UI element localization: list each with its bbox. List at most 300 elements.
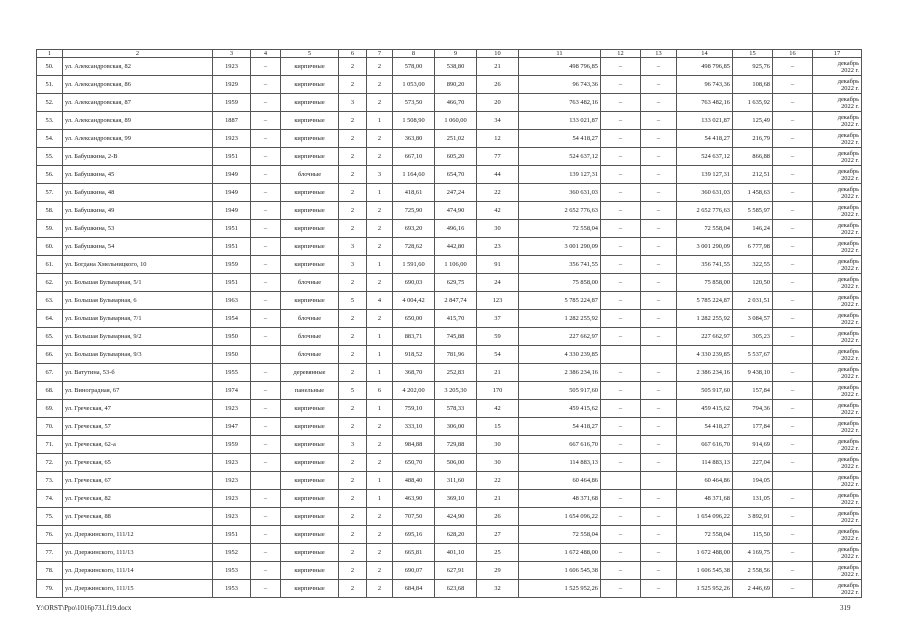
table-cell: 1953	[213, 580, 251, 598]
table-cell: –	[251, 544, 281, 562]
table-cell: –	[641, 454, 677, 472]
table-cell: –	[641, 508, 677, 526]
address-cell: ул. Александровская, 86	[63, 76, 213, 94]
table-cell: 50.	[37, 58, 63, 76]
table-cell: 2	[367, 220, 393, 238]
deadline-month: декабрь	[837, 239, 859, 247]
table-cell: 2	[339, 418, 367, 436]
table-cell: 3 205,30	[435, 382, 477, 400]
table-cell: 6	[367, 382, 393, 400]
table-cell: 2	[339, 346, 367, 364]
address-cell: ул. Ватутина, 53-б	[63, 364, 213, 382]
column-number-cell: 7	[367, 50, 393, 58]
housing-register-table	[36, 49, 862, 598]
table-cell: кирпичные	[281, 580, 339, 598]
table-cell: –	[773, 220, 813, 238]
table-cell: 21	[477, 490, 519, 508]
table-cell: 306,00	[435, 418, 477, 436]
table-cell: 1	[367, 184, 393, 202]
table-cell: 466,70	[435, 94, 477, 112]
table-cell: 690,03	[393, 274, 435, 292]
deadline-year: 2022 г.	[841, 156, 859, 164]
column-number-cell: 1	[37, 50, 63, 58]
table-cell: –	[773, 184, 813, 202]
table-cell: 2	[339, 220, 367, 238]
table-cell: –	[251, 436, 281, 454]
deadline-year: 2022 г.	[841, 498, 859, 506]
table-cell: –	[773, 562, 813, 580]
table-cell: 4 004,42	[393, 292, 435, 310]
table-cell: 2	[339, 58, 367, 76]
table-cell: 2	[339, 472, 367, 490]
table-cell: 21	[477, 58, 519, 76]
deadline-month: декабрь	[837, 455, 859, 463]
deadline-cell	[813, 94, 862, 112]
deadline-year: 2022 г.	[841, 210, 859, 218]
deadline-cell	[813, 220, 862, 238]
deadline-month: декабрь	[837, 221, 859, 229]
table-cell: 605,20	[435, 148, 477, 166]
table-cell: 1	[367, 328, 393, 346]
table-cell: 1923	[213, 58, 251, 76]
deadline-month: декабрь	[837, 401, 859, 409]
table-cell: 1	[367, 400, 393, 418]
table-row	[37, 292, 862, 310]
table-cell: 59	[477, 328, 519, 346]
table-cell: 54 418,27	[677, 418, 733, 436]
table-cell: 76.	[37, 526, 63, 544]
table-cell: 918,52	[393, 346, 435, 364]
table-cell: –	[773, 130, 813, 148]
deadline-month: декабрь	[837, 383, 859, 391]
table-cell: 2	[367, 562, 393, 580]
table-cell: –	[601, 544, 641, 562]
table-cell: 63.	[37, 292, 63, 310]
address-cell: ул. Большая Бульварная, 7/1	[63, 310, 213, 328]
deadline-cell	[813, 382, 862, 400]
table-row	[37, 436, 862, 454]
table-cell: 1949	[213, 184, 251, 202]
table-cell: 5 585,97	[733, 202, 773, 220]
table-cell: 22	[477, 184, 519, 202]
table-cell: 21	[477, 364, 519, 382]
table-cell: 15	[477, 418, 519, 436]
table-cell: 498 796,85	[519, 58, 601, 76]
table-cell: кирпичные	[281, 454, 339, 472]
table-cell: 2	[339, 490, 367, 508]
table-cell: 1 606 545,38	[677, 562, 733, 580]
table-cell: –	[601, 382, 641, 400]
table-cell: –	[601, 94, 641, 112]
table-cell: 4 169,75	[733, 544, 773, 562]
table-cell: 506,00	[435, 454, 477, 472]
deadline-cell	[813, 544, 862, 562]
table-cell: –	[641, 274, 677, 292]
deadline-year: 2022 г.	[841, 138, 859, 146]
deadline-month: декабрь	[837, 437, 859, 445]
deadline-month: декабрь	[837, 419, 859, 427]
deadline-cell	[813, 346, 862, 364]
table-cell: –	[601, 112, 641, 130]
column-number-cell: 11	[519, 50, 601, 58]
table-cell: –	[641, 328, 677, 346]
table-cell: 693,20	[393, 220, 435, 238]
address-cell: ул. Бабушкина, 48	[63, 184, 213, 202]
table-cell: 2	[339, 328, 367, 346]
table-cell: 1951	[213, 220, 251, 238]
table-cell: 26	[477, 508, 519, 526]
table-cell: –	[251, 490, 281, 508]
table-cell: 133 021,87	[519, 112, 601, 130]
table-cell: 3	[339, 256, 367, 274]
table-cell: 3 084,57	[733, 310, 773, 328]
table-cell: 1923	[213, 508, 251, 526]
table-cell: 538,80	[435, 58, 477, 76]
table-cell: 3 001 290,09	[519, 238, 601, 256]
table-cell: –	[251, 130, 281, 148]
table-cell: 725,90	[393, 202, 435, 220]
table-row	[37, 454, 862, 472]
table-cell: 629,75	[435, 274, 477, 292]
table-cell: –	[641, 544, 677, 562]
table-cell: –	[601, 58, 641, 76]
address-cell: ул. Греческая, 47	[63, 400, 213, 418]
table-cell: 2	[367, 58, 393, 76]
table-cell: панельные	[281, 382, 339, 400]
deadline-cell	[813, 454, 862, 472]
deadline-cell	[813, 76, 862, 94]
table-cell: кирпичные	[281, 544, 339, 562]
table-cell: 2	[339, 274, 367, 292]
table-cell: 108,68	[733, 76, 773, 94]
table-cell: 114 883,13	[519, 454, 601, 472]
address-cell: ул. Александровская, 99	[63, 130, 213, 148]
table-cell: 1951	[213, 526, 251, 544]
table-cell: кирпичные	[281, 112, 339, 130]
table-cell: –	[601, 400, 641, 418]
table-cell: 2	[367, 76, 393, 94]
table-cell: 2	[339, 562, 367, 580]
table-cell: –	[773, 328, 813, 346]
table-cell: 54	[477, 346, 519, 364]
table-cell: 227,04	[733, 454, 773, 472]
table-cell: –	[773, 310, 813, 328]
table-cell: 2	[339, 184, 367, 202]
table-cell: –	[601, 562, 641, 580]
table-cell: 146,24	[733, 220, 773, 238]
table-cell: 369,10	[435, 490, 477, 508]
table-cell: –	[251, 202, 281, 220]
table-cell: 2	[367, 454, 393, 472]
table-cell: 54 418,27	[519, 130, 601, 148]
table-row	[37, 238, 862, 256]
table-cell: 2	[339, 508, 367, 526]
table-row	[37, 184, 862, 202]
table-cell: 2	[367, 238, 393, 256]
deadline-year: 2022 г.	[841, 318, 859, 326]
table-cell	[641, 346, 677, 364]
address-cell: ул. Бабушкина, 54	[63, 238, 213, 256]
table-cell: 2 386 234,16	[677, 364, 733, 382]
table-cell: 1	[367, 490, 393, 508]
table-row	[37, 346, 862, 364]
table-cell: 1923	[213, 490, 251, 508]
deadline-year: 2022 г.	[841, 408, 859, 416]
table-cell: блочные	[281, 166, 339, 184]
table-cell: 44	[477, 166, 519, 184]
table-cell: 2	[339, 526, 367, 544]
table-cell: 1959	[213, 94, 251, 112]
table-cell: 488,40	[393, 472, 435, 490]
table-cell: –	[251, 220, 281, 238]
table-cell: –	[601, 76, 641, 94]
deadline-cell	[813, 112, 862, 130]
table-cell: 459 415,62	[519, 400, 601, 418]
deadline-year: 2022 г.	[841, 372, 859, 380]
table-cell: 75.	[37, 508, 63, 526]
table-cell: 356 741,55	[519, 256, 601, 274]
table-cell: 252,83	[435, 364, 477, 382]
column-number-cell: 16	[773, 50, 813, 58]
deadline-year: 2022 г.	[841, 336, 859, 344]
table-cell: 1 053,00	[393, 76, 435, 94]
table-cell: блочные	[281, 310, 339, 328]
table-cell: 5 537,67	[733, 346, 773, 364]
column-number-cell: 14	[677, 50, 733, 58]
table-cell: 72 558,04	[677, 526, 733, 544]
table-cell: –	[251, 562, 281, 580]
table-cell: 3 001 290,09	[677, 238, 733, 256]
column-number-cell: 8	[393, 50, 435, 58]
table-cell: 4 202,00	[393, 382, 435, 400]
table-cell: 2	[339, 202, 367, 220]
table-cell: 2	[367, 418, 393, 436]
deadline-year: 2022 г.	[841, 282, 859, 290]
table-cell: 322,55	[733, 256, 773, 274]
table-cell: –	[601, 166, 641, 184]
table-cell: 2	[367, 580, 393, 598]
table-row	[37, 472, 862, 490]
table-cell: 1	[367, 346, 393, 364]
table-cell: 29	[477, 562, 519, 580]
deadline-cell	[813, 166, 862, 184]
table-cell: 3	[367, 166, 393, 184]
table-cell: 30	[477, 454, 519, 472]
column-number-cell: 13	[641, 50, 677, 58]
table-cell: 890,20	[435, 76, 477, 94]
table-cell: –	[641, 418, 677, 436]
table-cell: 2	[367, 526, 393, 544]
table-cell: 64.	[37, 310, 63, 328]
table-cell: 2	[339, 580, 367, 598]
table-cell: 177,84	[733, 418, 773, 436]
table-cell: –	[641, 364, 677, 382]
table-cell: –	[601, 310, 641, 328]
table-cell: кирпичные	[281, 202, 339, 220]
table-cell: 48 371,68	[519, 490, 601, 508]
table-cell: –	[641, 562, 677, 580]
deadline-cell	[813, 400, 862, 418]
table-cell: 1 508,90	[393, 112, 435, 130]
table-cell: 505 917,60	[677, 382, 733, 400]
table-cell: 2	[339, 76, 367, 94]
table-cell: 1923	[213, 130, 251, 148]
table-cell: 925,76	[733, 58, 773, 76]
column-number-row	[37, 50, 862, 58]
table-cell: –	[251, 418, 281, 436]
table-cell: 5	[339, 292, 367, 310]
table-cell: 1950	[213, 328, 251, 346]
table-cell: 2	[339, 364, 367, 382]
table-cell: 311,60	[435, 472, 477, 490]
table-cell: 650,00	[393, 310, 435, 328]
column-number-cell: 15	[733, 50, 773, 58]
table-cell: 157,84	[733, 382, 773, 400]
deadline-month: декабрь	[837, 131, 859, 139]
table-cell: 667,10	[393, 148, 435, 166]
table-cell: –	[601, 274, 641, 292]
table-row	[37, 256, 862, 274]
table-cell: 524 637,12	[677, 148, 733, 166]
table-cell: 139 127,31	[519, 166, 601, 184]
deadline-cell	[813, 292, 862, 310]
table-cell: 71.	[37, 436, 63, 454]
table-cell: 48 371,68	[677, 490, 733, 508]
address-cell: ул. Дзержинского, 111/12	[63, 526, 213, 544]
document-path: Y:\ORST\Ppo\1016p731.f19.docx	[36, 604, 132, 612]
table-cell: 194,05	[733, 472, 773, 490]
address-cell: ул. Большая Бульварная, 9/2	[63, 328, 213, 346]
table-cell: 1923	[213, 400, 251, 418]
table-cell: –	[601, 328, 641, 346]
address-cell: ул. Бабушкина, 45	[63, 166, 213, 184]
table-cell: 227 662,97	[519, 328, 601, 346]
address-cell: ул. Бабушкина, 49	[63, 202, 213, 220]
deadline-month: декабрь	[837, 149, 859, 157]
deadline-year: 2022 г.	[841, 300, 859, 308]
table-cell: 1 106,00	[435, 256, 477, 274]
table-cell: кирпичные	[281, 58, 339, 76]
deadline-cell	[813, 580, 862, 598]
column-number-cell: 9	[435, 50, 477, 58]
table-cell: –	[601, 580, 641, 598]
table-cell: кирпичные	[281, 238, 339, 256]
deadline-year: 2022 г.	[841, 462, 859, 470]
table-cell: 120,50	[733, 274, 773, 292]
table-cell: 60.	[37, 238, 63, 256]
table-row	[37, 580, 862, 598]
deadline-year: 2022 г.	[841, 426, 859, 434]
deadline-month: декабрь	[837, 581, 859, 589]
table-cell: 1959	[213, 256, 251, 274]
table-cell: 114 883,13	[677, 454, 733, 472]
table-cell: –	[641, 382, 677, 400]
table-cell: 115,50	[733, 526, 773, 544]
table-cell: 72 558,04	[519, 526, 601, 544]
table-cell: 1 060,00	[435, 112, 477, 130]
table-cell: 216,79	[733, 130, 773, 148]
table-cell: 763 482,16	[519, 94, 601, 112]
deadline-month: декабрь	[837, 59, 859, 67]
table-cell: 54 418,27	[677, 130, 733, 148]
deadline-month: декабрь	[837, 257, 859, 265]
table-cell: –	[251, 382, 281, 400]
table-cell: 3	[339, 94, 367, 112]
table-cell: –	[251, 454, 281, 472]
table-cell: 57.	[37, 184, 63, 202]
table-cell: кирпичные	[281, 490, 339, 508]
table-cell: 667 616,70	[677, 436, 733, 454]
table-cell: 2 652 776,63	[519, 202, 601, 220]
table-cell: –	[773, 112, 813, 130]
address-cell: ул. Большая Бульварная, 6	[63, 292, 213, 310]
table-cell: –	[773, 166, 813, 184]
table-row	[37, 526, 862, 544]
table-cell: 72 558,04	[677, 220, 733, 238]
deadline-cell	[813, 490, 862, 508]
table-cell: 866,88	[733, 148, 773, 166]
table-cell: 1887	[213, 112, 251, 130]
table-cell: 1 525 952,26	[677, 580, 733, 598]
table-cell: 4 330 239,85	[677, 346, 733, 364]
table-cell: 1	[367, 112, 393, 130]
table-cell	[773, 472, 813, 490]
table-cell: 360 631,03	[519, 184, 601, 202]
table-cell: 79.	[37, 580, 63, 598]
deadline-month: декабрь	[837, 509, 859, 517]
table-cell: –	[773, 382, 813, 400]
table-cell: 1 672 488,00	[677, 544, 733, 562]
table-cell: 69.	[37, 400, 63, 418]
table-cell: 251,02	[435, 130, 477, 148]
table-cell: –	[251, 526, 281, 544]
table-cell	[601, 472, 641, 490]
table-cell: –	[641, 58, 677, 76]
address-cell: ул. Дзержинского, 111/15	[63, 580, 213, 598]
table-cell: 77	[477, 148, 519, 166]
table-cell: 524 637,12	[519, 148, 601, 166]
deadline-year: 2022 г.	[841, 228, 859, 236]
table-cell: 2	[339, 310, 367, 328]
table-row	[37, 202, 862, 220]
table-cell: 59.	[37, 220, 63, 238]
table-cell: 60 464,86	[677, 472, 733, 490]
deadline-cell	[813, 328, 862, 346]
table-cell: –	[251, 184, 281, 202]
deadline-cell	[813, 238, 862, 256]
table-cell: кирпичные	[281, 472, 339, 490]
table-cell: 707,50	[393, 508, 435, 526]
table-cell: 984,88	[393, 436, 435, 454]
table-cell: 54 418,27	[519, 418, 601, 436]
table-cell: 20	[477, 94, 519, 112]
table-cell: 368,70	[393, 364, 435, 382]
table-cell: 1	[367, 364, 393, 382]
column-number-cell: 10	[477, 50, 519, 58]
table-cell: 27	[477, 526, 519, 544]
table-cell: 3	[339, 238, 367, 256]
table-cell: 52.	[37, 94, 63, 112]
table-cell: –	[773, 364, 813, 382]
table-cell: 401,10	[435, 544, 477, 562]
table-row	[37, 220, 862, 238]
table-cell: 51.	[37, 76, 63, 94]
table-cell: 627,91	[435, 562, 477, 580]
table-cell: 30	[477, 436, 519, 454]
table-cell: –	[601, 364, 641, 382]
deadline-month: декабрь	[837, 473, 859, 481]
table-cell: –	[251, 364, 281, 382]
